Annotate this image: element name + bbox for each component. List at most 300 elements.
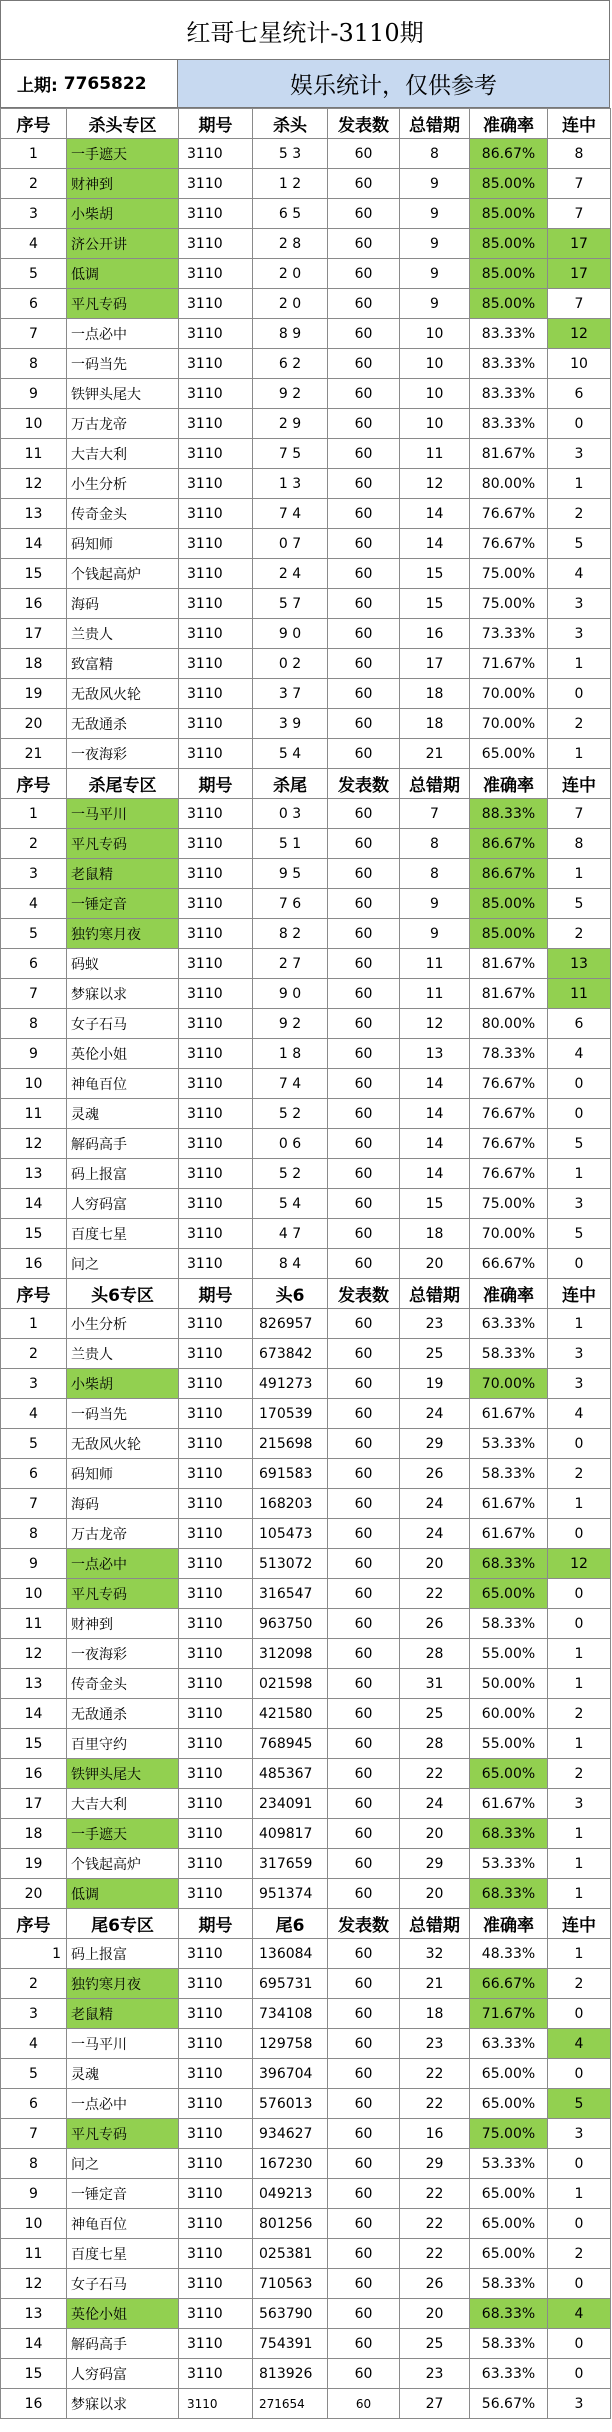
count-cell: 60 xyxy=(328,1039,400,1069)
value-cell: 7 5 xyxy=(253,439,328,469)
streak-cell: 7 xyxy=(548,289,611,319)
serial-cell: 13 xyxy=(1,2299,67,2329)
table-row xyxy=(1,2389,611,2419)
miss-cell: 18 xyxy=(400,1219,470,1249)
name-cell: 码知师 xyxy=(67,529,179,559)
period-cell: 3110 xyxy=(179,169,253,199)
section-header-row xyxy=(1,1279,611,1309)
period-cell: 3110 xyxy=(179,1069,253,1099)
period-cell: 3110 xyxy=(179,1129,253,1159)
accuracy-cell: 68.33% xyxy=(470,2299,548,2329)
name-cell: 一手遮天 xyxy=(67,139,179,169)
table-row xyxy=(1,1999,611,2029)
period-cell: 3110 xyxy=(179,499,253,529)
miss-cell: 8 xyxy=(400,139,470,169)
value-cell: 485367 xyxy=(253,1759,328,1789)
name-cell: 码蚁 xyxy=(67,949,179,979)
table-row xyxy=(1,2029,611,2059)
streak-cell: 0 xyxy=(548,1069,611,1099)
miss-cell: 24 xyxy=(400,1789,470,1819)
streak-cell: 0 xyxy=(548,2269,611,2299)
last-issue-label: 上期: xyxy=(17,76,58,96)
name-cell: 一点必中 xyxy=(67,1549,179,1579)
accuracy-cell: 75.00% xyxy=(470,1189,548,1219)
table-row xyxy=(1,2359,611,2389)
header-count: 发表数 xyxy=(328,1909,400,1939)
miss-cell: 15 xyxy=(400,1189,470,1219)
serial-cell: 14 xyxy=(1,1189,67,1219)
serial-cell: 16 xyxy=(1,1249,67,1279)
value-cell: 049213 xyxy=(253,2179,328,2209)
accuracy-cell: 63.33% xyxy=(470,2359,548,2389)
header-zone: 杀尾专区 xyxy=(67,769,179,799)
count-cell: 60 xyxy=(328,1729,400,1759)
accuracy-cell: 71.67% xyxy=(470,1999,548,2029)
period-cell: 3110 xyxy=(179,1789,253,1819)
miss-cell: 18 xyxy=(400,1999,470,2029)
table-row xyxy=(1,229,611,259)
count-cell: 60 xyxy=(328,1069,400,1099)
name-cell: 女子石马 xyxy=(67,1009,179,1039)
count-cell: 60 xyxy=(328,1939,400,1969)
streak-cell: 12 xyxy=(548,319,611,349)
accuracy-cell: 76.67% xyxy=(470,1069,548,1099)
accuracy-cell: 48.33% xyxy=(470,1939,548,1969)
accuracy-cell: 65.00% xyxy=(470,2059,548,2089)
miss-cell: 20 xyxy=(400,1879,470,1909)
name-cell: 铁钾头尾大 xyxy=(67,379,179,409)
streak-cell: 3 xyxy=(548,2119,611,2149)
serial-cell: 12 xyxy=(1,469,67,499)
table-row xyxy=(1,1939,611,1969)
header-zone: 尾6专区 xyxy=(67,1909,179,1939)
name-cell: 平凡专码 xyxy=(67,829,179,859)
miss-cell: 10 xyxy=(400,349,470,379)
miss-cell: 8 xyxy=(400,829,470,859)
header-value: 尾6 xyxy=(253,1909,328,1939)
table-row xyxy=(1,1129,611,1159)
table-row xyxy=(1,1189,611,1219)
name-cell: 万古龙帝 xyxy=(67,1519,179,1549)
count-cell: 60 xyxy=(328,2299,400,2329)
serial-cell: 6 xyxy=(1,949,67,979)
miss-cell: 15 xyxy=(400,559,470,589)
miss-cell: 23 xyxy=(400,1309,470,1339)
serial-cell: 5 xyxy=(1,2059,67,2089)
streak-cell: 0 xyxy=(548,679,611,709)
table-row xyxy=(1,1099,611,1129)
serial-cell: 4 xyxy=(1,1399,67,1429)
serial-cell: 21 xyxy=(1,739,67,769)
accuracy-cell: 68.33% xyxy=(470,1819,548,1849)
table-row xyxy=(1,259,611,289)
count-cell: 60 xyxy=(328,1249,400,1279)
name-cell: 一马平川 xyxy=(67,799,179,829)
count-cell: 60 xyxy=(328,799,400,829)
period-cell: 3110 xyxy=(179,259,253,289)
table-row xyxy=(1,349,611,379)
count-cell: 60 xyxy=(328,1159,400,1189)
count-cell: 60 xyxy=(328,1489,400,1519)
value-cell: 170539 xyxy=(253,1399,328,1429)
value-cell: 7 4 xyxy=(253,1069,328,1099)
table-row xyxy=(1,2299,611,2329)
streak-cell: 7 xyxy=(548,169,611,199)
count-cell: 60 xyxy=(328,949,400,979)
name-cell: 大吉大利 xyxy=(67,1789,179,1819)
name-cell: 大吉大利 xyxy=(67,439,179,469)
value-cell: 813926 xyxy=(253,2359,328,2389)
streak-cell: 17 xyxy=(548,259,611,289)
period-cell: 3110 xyxy=(179,229,253,259)
serial-cell: 5 xyxy=(1,259,67,289)
table-row xyxy=(1,559,611,589)
accuracy-cell: 81.67% xyxy=(470,949,548,979)
value-cell: 5 2 xyxy=(253,1159,328,1189)
value-cell: 695731 xyxy=(253,1969,328,1999)
accuracy-cell: 75.00% xyxy=(470,589,548,619)
table-row xyxy=(1,469,611,499)
miss-cell: 22 xyxy=(400,1759,470,1789)
accuracy-cell: 50.00% xyxy=(470,1669,548,1699)
section-header-row xyxy=(1,109,611,139)
section-header-row xyxy=(1,769,611,799)
table-row xyxy=(1,2089,611,2119)
serial-cell: 1 xyxy=(1,799,67,829)
streak-cell: 3 xyxy=(548,1789,611,1819)
serial-cell: 8 xyxy=(1,1519,67,1549)
serial-cell: 14 xyxy=(1,529,67,559)
table-row xyxy=(1,1159,611,1189)
table-row xyxy=(1,379,611,409)
streak-cell: 5 xyxy=(548,529,611,559)
period-cell: 3110 xyxy=(179,979,253,1009)
count-cell: 60 xyxy=(328,1879,400,1909)
serial-cell: 14 xyxy=(1,1699,67,1729)
name-cell: 平凡专码 xyxy=(67,2119,179,2149)
serial-cell: 3 xyxy=(1,199,67,229)
period-cell: 3110 xyxy=(179,1849,253,1879)
accuracy-cell: 75.00% xyxy=(470,2119,548,2149)
streak-cell: 1 xyxy=(548,1309,611,1339)
streak-cell: 1 xyxy=(548,1849,611,1879)
accuracy-cell: 70.00% xyxy=(470,1369,548,1399)
accuracy-cell: 58.33% xyxy=(470,2329,548,2359)
period-cell: 3110 xyxy=(179,289,253,319)
miss-cell: 19 xyxy=(400,1369,470,1399)
miss-cell: 29 xyxy=(400,2149,470,2179)
table-row xyxy=(1,739,611,769)
serial-cell: 20 xyxy=(1,1879,67,1909)
streak-cell: 0 xyxy=(548,1609,611,1639)
period-cell: 3110 xyxy=(179,679,253,709)
streak-cell: 5 xyxy=(548,1219,611,1249)
serial-cell: 18 xyxy=(1,1819,67,1849)
accuracy-cell: 68.33% xyxy=(470,1879,548,1909)
miss-cell: 14 xyxy=(400,1099,470,1129)
miss-cell: 14 xyxy=(400,529,470,559)
name-cell: 平凡专码 xyxy=(67,1579,179,1609)
name-cell: 传奇金头 xyxy=(67,499,179,529)
period-cell: 3110 xyxy=(179,889,253,919)
table-row xyxy=(1,289,611,319)
table-row xyxy=(1,2269,611,2299)
miss-cell: 8 xyxy=(400,859,470,889)
value-cell: 421580 xyxy=(253,1699,328,1729)
value-cell: 271654 xyxy=(253,2389,328,2419)
name-cell: 兰贵人 xyxy=(67,1339,179,1369)
table-row xyxy=(1,1219,611,1249)
accuracy-cell: 76.67% xyxy=(470,529,548,559)
table-row xyxy=(1,409,611,439)
name-cell: 兰贵人 xyxy=(67,619,179,649)
streak-cell: 2 xyxy=(548,2239,611,2269)
serial-cell: 12 xyxy=(1,1129,67,1159)
miss-cell: 25 xyxy=(400,1699,470,1729)
value-cell: 1 2 xyxy=(253,169,328,199)
name-cell: 小柴胡 xyxy=(67,199,179,229)
miss-cell: 12 xyxy=(400,469,470,499)
header-serial: 序号 xyxy=(1,109,67,139)
name-cell: 无敌风火轮 xyxy=(67,679,179,709)
count-cell: 60 xyxy=(328,1219,400,1249)
serial-cell: 2 xyxy=(1,829,67,859)
streak-cell: 8 xyxy=(548,139,611,169)
miss-cell: 20 xyxy=(400,2299,470,2329)
miss-cell: 11 xyxy=(400,949,470,979)
name-cell: 英伦小姐 xyxy=(67,1039,179,1069)
serial-cell: 6 xyxy=(1,2089,67,2119)
accuracy-cell: 76.67% xyxy=(470,1159,548,1189)
value-cell: 136084 xyxy=(253,1939,328,1969)
value-cell: 826957 xyxy=(253,1309,328,1339)
accuracy-cell: 56.67% xyxy=(470,2389,548,2419)
miss-cell: 28 xyxy=(400,1639,470,1669)
table-row xyxy=(1,889,611,919)
miss-cell: 31 xyxy=(400,1669,470,1699)
value-cell: 491273 xyxy=(253,1369,328,1399)
name-cell: 万古龙帝 xyxy=(67,409,179,439)
period-cell: 3110 xyxy=(179,799,253,829)
period-cell: 3110 xyxy=(179,589,253,619)
value-cell: 8 4 xyxy=(253,1249,328,1279)
miss-cell: 11 xyxy=(400,979,470,1009)
period-cell: 3110 xyxy=(179,349,253,379)
value-cell: 9 5 xyxy=(253,859,328,889)
streak-cell: 3 xyxy=(548,2389,611,2419)
table-row xyxy=(1,1699,611,1729)
miss-cell: 10 xyxy=(400,319,470,349)
streak-cell: 3 xyxy=(548,1369,611,1399)
miss-cell: 25 xyxy=(400,1339,470,1369)
count-cell: 60 xyxy=(328,1519,400,1549)
name-cell: 问之 xyxy=(67,2149,179,2179)
count-cell: 60 xyxy=(328,1009,400,1039)
accuracy-cell: 63.33% xyxy=(470,1309,548,1339)
value-cell: 215698 xyxy=(253,1429,328,1459)
table-row xyxy=(1,1549,611,1579)
accuracy-cell: 73.33% xyxy=(470,619,548,649)
info-bar xyxy=(0,60,610,108)
accuracy-cell: 76.67% xyxy=(470,1129,548,1159)
period-cell: 3110 xyxy=(179,739,253,769)
period-cell: 3110 xyxy=(179,859,253,889)
header-period: 期号 xyxy=(179,109,253,139)
count-cell: 60 xyxy=(328,439,400,469)
count-cell: 60 xyxy=(328,379,400,409)
table-row xyxy=(1,2149,611,2179)
page-title: 红哥七星统计-3110期 xyxy=(0,0,610,60)
name-cell: 济公开讲 xyxy=(67,229,179,259)
value-cell: 7 4 xyxy=(253,499,328,529)
count-cell: 60 xyxy=(328,2239,400,2269)
table-row xyxy=(1,979,611,1009)
miss-cell: 9 xyxy=(400,199,470,229)
period-cell: 3110 xyxy=(179,1519,253,1549)
count-cell: 60 xyxy=(328,1099,400,1129)
value-cell: 7 6 xyxy=(253,889,328,919)
miss-cell: 32 xyxy=(400,1939,470,1969)
streak-cell: 0 xyxy=(548,2149,611,2179)
table-row xyxy=(1,1339,611,1369)
table-row xyxy=(1,1429,611,1459)
count-cell: 60 xyxy=(328,229,400,259)
accuracy-cell: 85.00% xyxy=(470,889,548,919)
miss-cell: 9 xyxy=(400,919,470,949)
count-cell: 60 xyxy=(328,409,400,439)
count-cell: 60 xyxy=(328,889,400,919)
miss-cell: 24 xyxy=(400,1519,470,1549)
streak-cell: 1 xyxy=(548,1729,611,1759)
serial-cell: 7 xyxy=(1,319,67,349)
count-cell: 60 xyxy=(328,679,400,709)
serial-cell: 13 xyxy=(1,1159,67,1189)
count-cell: 60 xyxy=(328,1369,400,1399)
name-cell: 独钓寒月夜 xyxy=(67,1969,179,1999)
streak-cell: 17 xyxy=(548,229,611,259)
value-cell: 8 9 xyxy=(253,319,328,349)
table-row xyxy=(1,1849,611,1879)
serial-cell: 2 xyxy=(1,1969,67,1999)
table-row xyxy=(1,949,611,979)
accuracy-cell: 61.67% xyxy=(470,1519,548,1549)
value-cell: 934627 xyxy=(253,2119,328,2149)
value-cell: 025381 xyxy=(253,2239,328,2269)
value-cell: 3 7 xyxy=(253,679,328,709)
name-cell: 一码当先 xyxy=(67,1399,179,1429)
accuracy-cell: 78.33% xyxy=(470,1039,548,1069)
miss-cell: 14 xyxy=(400,1069,470,1099)
value-cell: 9 2 xyxy=(253,379,328,409)
header-zone: 杀头专区 xyxy=(67,109,179,139)
miss-cell: 15 xyxy=(400,589,470,619)
name-cell: 一夜海彩 xyxy=(67,1639,179,1669)
period-cell: 3110 xyxy=(179,1159,253,1189)
table-row xyxy=(1,319,611,349)
miss-cell: 20 xyxy=(400,1549,470,1579)
streak-cell: 4 xyxy=(548,1039,611,1069)
name-cell: 神龟百位 xyxy=(67,1069,179,1099)
value-cell: 2 0 xyxy=(253,289,328,319)
accuracy-cell: 66.67% xyxy=(470,1249,548,1279)
miss-cell: 22 xyxy=(400,2209,470,2239)
table-row xyxy=(1,1249,611,1279)
value-cell: 021598 xyxy=(253,1669,328,1699)
serial-cell: 11 xyxy=(1,1609,67,1639)
period-cell: 3110 xyxy=(179,1219,253,1249)
table-row xyxy=(1,2119,611,2149)
count-cell: 60 xyxy=(328,319,400,349)
name-cell: 码上报富 xyxy=(67,1159,179,1189)
count-cell: 60 xyxy=(328,739,400,769)
accuracy-cell: 61.67% xyxy=(470,1399,548,1429)
streak-cell: 4 xyxy=(548,559,611,589)
name-cell: 神龟百位 xyxy=(67,2209,179,2239)
count-cell: 60 xyxy=(328,469,400,499)
serial-cell: 5 xyxy=(1,1429,67,1459)
name-cell: 小柴胡 xyxy=(67,1369,179,1399)
header-period: 期号 xyxy=(179,1279,253,1309)
value-cell: 409817 xyxy=(253,1819,328,1849)
count-cell: 60 xyxy=(328,1549,400,1579)
streak-cell: 4 xyxy=(548,1399,611,1429)
count-cell: 60 xyxy=(328,2149,400,2179)
accuracy-cell: 76.67% xyxy=(470,499,548,529)
value-cell: 0 2 xyxy=(253,649,328,679)
name-cell: 解码高手 xyxy=(67,2329,179,2359)
accuracy-cell: 83.33% xyxy=(470,319,548,349)
miss-cell: 20 xyxy=(400,1819,470,1849)
table-row xyxy=(1,859,611,889)
header-serial: 序号 xyxy=(1,769,67,799)
miss-cell: 10 xyxy=(400,379,470,409)
value-cell: 963750 xyxy=(253,1609,328,1639)
serial-cell: 10 xyxy=(1,409,67,439)
serial-cell: 3 xyxy=(1,1999,67,2029)
miss-cell: 14 xyxy=(400,1159,470,1189)
period-cell: 3110 xyxy=(179,1819,253,1849)
streak-cell: 0 xyxy=(548,1099,611,1129)
period-cell: 3110 xyxy=(179,1549,253,1579)
count-cell: 60 xyxy=(328,499,400,529)
period-cell: 3110 xyxy=(179,1489,253,1519)
name-cell: 致富精 xyxy=(67,649,179,679)
value-cell: 5 1 xyxy=(253,829,328,859)
value-cell: 2 9 xyxy=(253,409,328,439)
header-value: 杀头 xyxy=(253,109,328,139)
table-row xyxy=(1,1969,611,1999)
period-cell: 3110 xyxy=(179,439,253,469)
name-cell: 财神到 xyxy=(67,1609,179,1639)
count-cell: 60 xyxy=(328,289,400,319)
accuracy-cell: 61.67% xyxy=(470,1789,548,1819)
table-row xyxy=(1,1309,611,1339)
value-cell: 4 7 xyxy=(253,1219,328,1249)
streak-cell: 5 xyxy=(548,1129,611,1159)
accuracy-cell: 83.33% xyxy=(470,349,548,379)
table-row xyxy=(1,1729,611,1759)
miss-cell: 9 xyxy=(400,289,470,319)
period-cell: 3110 xyxy=(179,1579,253,1609)
miss-cell: 17 xyxy=(400,649,470,679)
count-cell: 60 xyxy=(328,1669,400,1699)
count-cell: 60 xyxy=(328,2029,400,2059)
stats-table xyxy=(0,108,611,2419)
count-cell: 60 xyxy=(328,139,400,169)
streak-cell: 0 xyxy=(548,2329,611,2359)
serial-cell: 15 xyxy=(1,1219,67,1249)
streak-cell: 11 xyxy=(548,979,611,1009)
